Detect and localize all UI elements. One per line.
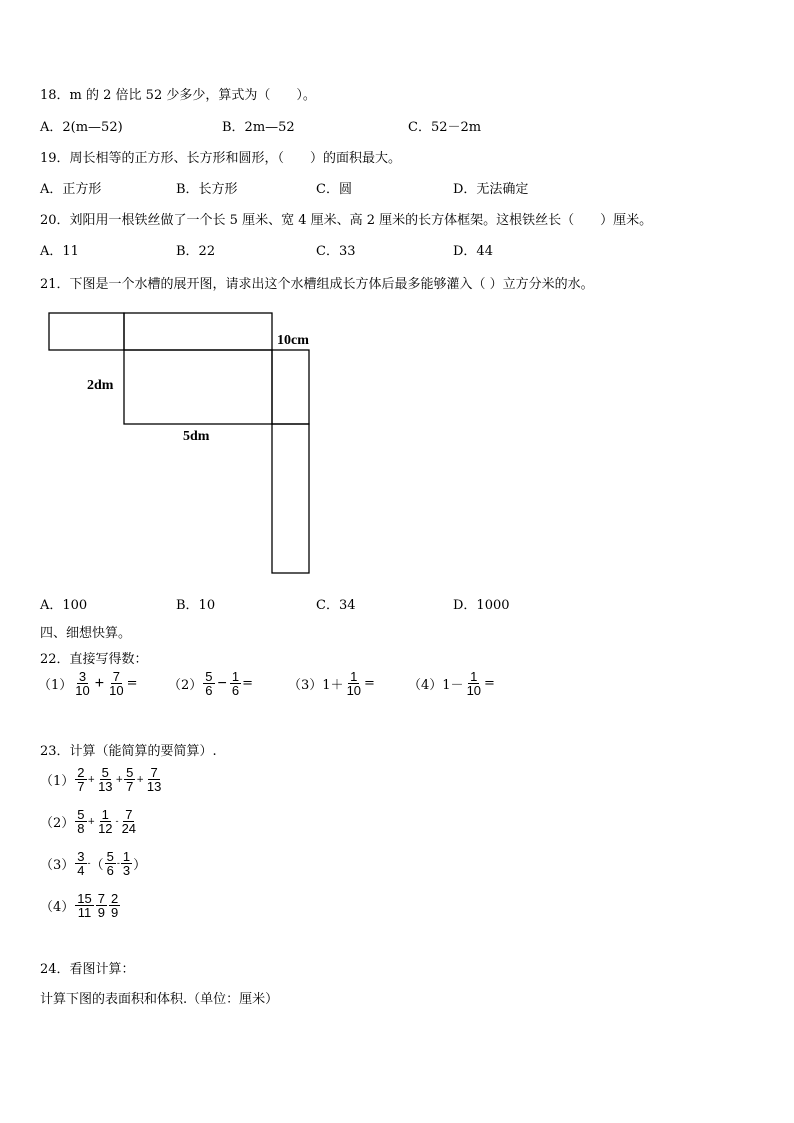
equals-sign: =: [364, 676, 375, 691]
fraction: $\frac{7}{9}$: [97, 891, 105, 920]
fraction: $\frac{1}{12}$: [98, 807, 113, 836]
q22-item-1: [38, 670, 137, 697]
paren-close: ）: [133, 858, 147, 873]
fraction: $\frac{15}{11}$: [77, 891, 92, 920]
fraction: $\frac{1}{10}$: [346, 669, 362, 698]
q23-item-4: [40, 892, 121, 919]
q24-subtext: 计算下图的表面积和体积.（单位：厘米）: [40, 992, 279, 1007]
fraction: $\frac{5}{8}$: [77, 807, 85, 836]
equals-sign: =: [242, 676, 253, 691]
q21-option-b: B．10: [176, 598, 216, 613]
fraction: $\frac{7}{13}$: [146, 765, 162, 794]
q23-stem: 23．计算（能简算的要简算）.: [40, 744, 217, 759]
q20-option-a: A．11: [40, 244, 79, 259]
q21-option-d: D．1000: [453, 598, 510, 613]
item-index: （2）: [40, 816, 75, 831]
fraction: $\frac{5}{7}$: [126, 765, 134, 794]
net-bottom-face: [124, 350, 272, 424]
item-index: （2）: [168, 678, 203, 693]
operator: +: [87, 774, 96, 785]
item-index: （3）: [288, 678, 323, 693]
fraction: $\frac{7}{24}$: [121, 807, 137, 836]
item-index: （4）: [408, 678, 443, 693]
q23-item-2: [40, 808, 139, 835]
q18-option-c: C．52－2m: [408, 120, 482, 135]
q18-stem: 18．m 的 2 倍比 52 少多少，算式为（ ）。: [40, 88, 316, 103]
q21-option-c: C．34: [316, 598, 356, 613]
q22-item-3: [288, 670, 375, 697]
q19-option-d: D．无法确定: [453, 182, 529, 197]
q18-option-a: A．2(m—52): [40, 120, 123, 135]
equals-sign: =: [484, 676, 495, 691]
net-top-face: [124, 313, 272, 350]
operator: -: [87, 858, 91, 869]
fraction: $\frac{1}{6}$: [231, 669, 240, 698]
whole-number: 1－: [442, 678, 464, 693]
item-index: （4）: [40, 900, 75, 915]
net-back-face: [272, 424, 309, 573]
operator: +: [136, 774, 144, 785]
section4-title: 四、细想快算。: [40, 626, 132, 641]
q22-item-2: [168, 670, 253, 697]
net-right-face: [272, 350, 309, 424]
operator: +: [94, 674, 105, 692]
operator: -: [116, 858, 120, 869]
fraction: $\frac{1}{3}$: [122, 849, 131, 878]
fraction: $\frac{5}{6}$: [106, 849, 114, 878]
q18-option-b: B．2m—52: [222, 120, 295, 135]
fraction: $\frac{3}{10}$: [75, 669, 90, 698]
q19-stem: 19．周长相等的正方形、长方形和圆形，（ ）的面积最大。: [40, 151, 402, 166]
q24-stem: 24．看图计算：: [40, 962, 135, 977]
fraction: $\frac{7}{10}$: [109, 669, 124, 698]
label-10cm: 10cm: [277, 333, 309, 348]
fraction: $\frac{5}{13}$: [98, 765, 113, 794]
fraction: $\frac{3}{4}$: [77, 849, 85, 878]
operator: −: [217, 674, 227, 692]
operator: +: [115, 774, 124, 785]
fraction: $\frac{5}{6}$: [205, 669, 213, 698]
net-left-face: [49, 313, 124, 350]
label-5dm: 5dm: [183, 429, 210, 444]
operator: +: [87, 816, 96, 827]
equals-sign: =: [126, 676, 138, 691]
q23-item-1: [40, 766, 164, 793]
q19-option-a: A．正方形: [40, 182, 102, 197]
q19-option-b: B．长方形: [176, 182, 238, 197]
fraction: $\frac{2}{9}$: [110, 891, 119, 920]
item-index: （1）: [40, 774, 75, 789]
q20-option-d: D．44: [453, 244, 493, 259]
label-2dm: 2dm: [87, 378, 114, 393]
item-index: （1）: [38, 678, 73, 693]
paren-open: （: [90, 858, 104, 873]
fraction: $\frac{1}{10}$: [466, 669, 482, 698]
operator: -: [115, 816, 119, 827]
whole-number: 1＋: [322, 678, 344, 693]
q22-item-4: [408, 670, 495, 697]
q21-option-a: A．100: [40, 598, 88, 613]
q21-stem: 21．下图是一个水槽的展开图，请求出这个水槽组成长方体后最多能够灌入（ ）立方分米的水。: [40, 277, 594, 292]
q20-option-b: B．22: [176, 244, 216, 259]
q19-option-c: C．圆: [316, 182, 352, 197]
q23-item-3: [40, 850, 146, 877]
q20-option-c: C．33: [316, 244, 356, 259]
item-index: （3）: [40, 858, 75, 873]
q22-stem: 22．直接写得数：: [40, 652, 148, 667]
fraction: $\frac{2}{7}$: [77, 765, 85, 794]
q20-stem: 20．刘阳用一根铁丝做了一个长 5 厘米、宽 4 厘米、高 2 厘米的长方体框架。这根铁丝长（ ）厘米。: [40, 213, 653, 228]
